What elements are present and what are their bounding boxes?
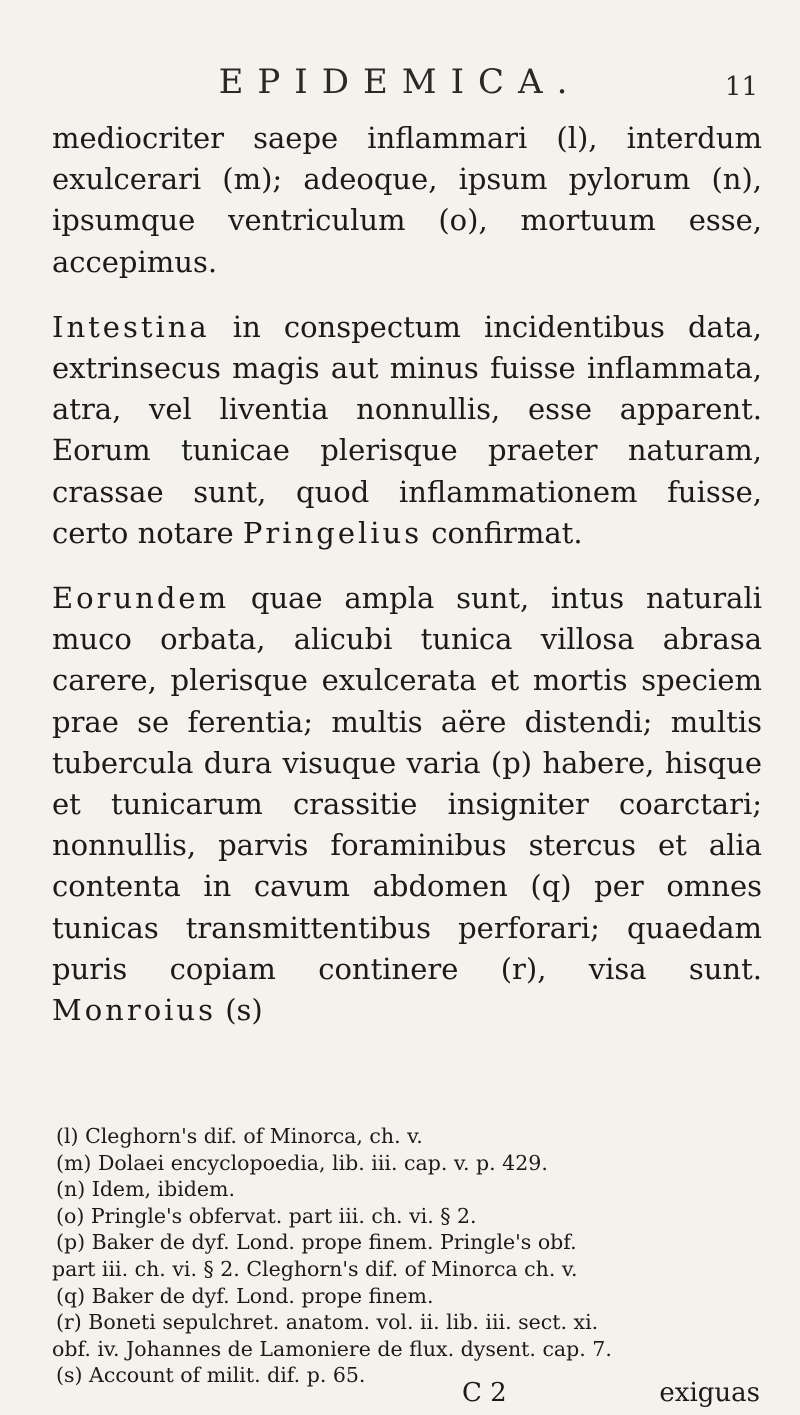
footnote-p-continued: part iii. ch. vi. § 2. Cleghorn's dif. of Minorca ch. v. xyxy=(52,1256,578,1281)
footnote-r-continued: obf. iv. Johannes de Lamoniere de flux. dysent. cap. 7. xyxy=(52,1336,612,1361)
paragraph-2-end: confirmat. xyxy=(422,515,583,550)
signature-mark: C 2 xyxy=(462,1378,507,1408)
author-name-monroius: Monroius xyxy=(52,993,216,1028)
paragraph-2-text: in conspectum incidentibus data, extrinsecus magis aut minus fuisse inflammata, atra, vel liventia nonnullis, esse apparent. Eorum tunicae plerisque praeter naturam, crassae sunt, quod inflammationem fuisse, certo notare xyxy=(52,309,762,550)
catchword: exiguas xyxy=(659,1378,760,1408)
paragraph-2 xyxy=(52,307,762,554)
paragraph-3-text: quae ampla sunt, intus naturali muco orbata, alicubi tunica villosa abrasa carere, plerisque exulcerata et mortis speciem prae se ferentia; multis aëre distendi; multis tubercula dura visuque varia (p) habere, hisque et tunicarum crassitie insigniter coarctari; nonnullis, parvis foraminibus stercus et alia contenta in cavum abdomen (q) per omnes tunicas transmittentibus perforari; quaedam puris copiam continere (r), visa sunt. xyxy=(52,581,762,986)
paragraph-1: mediocriter saepe inflammari (l), interdum exulcerari (m); adeoque, ipsum pylorum (n), ipsumque ventriculum (o), mortuum esse, accepimus. xyxy=(52,121,762,279)
footnote-o: (o) Pringle's obfervat. part iii. ch. vi. § 2. xyxy=(56,1203,477,1228)
paragraph-3-lead: Eorundem xyxy=(52,581,230,616)
footnote-s: (s) Account of milit. dif. p. 65. xyxy=(56,1363,366,1388)
footnote-n: (n) Idem, ibidem. xyxy=(56,1177,235,1202)
footnotes xyxy=(52,1123,757,1389)
paragraph-2-lead: Intestina xyxy=(52,309,210,344)
footnote-p: (p) Baker de dyf. Lond. prope finem. Pringle's obf. xyxy=(56,1230,577,1255)
footnote-q: (q) Baker de dyf. Lond. prope finem. xyxy=(56,1283,434,1308)
paragraph-3-end: (s) xyxy=(216,993,263,1028)
page-number: 11 xyxy=(724,72,758,102)
footnote-r: (r) Boneti sepulchret. anatom. vol. ii. lib. iii. sect. xi. xyxy=(56,1310,599,1335)
running-head: EPIDEMICA. xyxy=(218,62,582,102)
paragraph-3 xyxy=(52,578,762,1031)
footnote-m: (m) Dolaei encyclopoedia, lib. iii. cap. v. p. 429. xyxy=(56,1150,548,1175)
main-text xyxy=(52,118,762,1031)
footnote-l: (l) Cleghorn's dif. of Minorca, ch. v. xyxy=(56,1124,423,1148)
author-name-pringelius: Pringelius xyxy=(242,515,423,550)
